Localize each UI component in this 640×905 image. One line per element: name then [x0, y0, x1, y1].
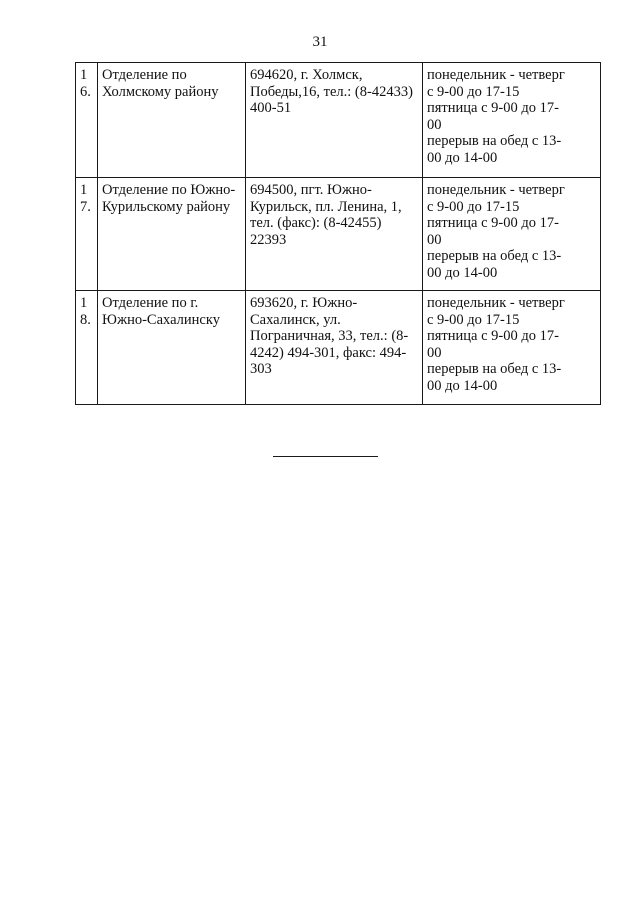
- office-address: 693620, г. Южно-Сахалинск, ул. Пограничная, 33, тел.: (8-4242) 494-301, факс: 494-303: [246, 291, 423, 405]
- hours-line: понедельник - четверг: [427, 182, 565, 198]
- hours-line: 00: [427, 344, 442, 361]
- office-hours: [423, 291, 601, 405]
- hours-line: понедельник - четверг: [427, 295, 565, 311]
- office-name: Отделение по Южно-Курильскому району: [98, 178, 246, 291]
- hours-line: пятница с 9-00 до 17-: [427, 100, 559, 116]
- table-row: [76, 291, 601, 405]
- table-row: [76, 178, 601, 291]
- office-schedule-table: [75, 62, 601, 405]
- hours-line: перерыв на обед с 13-: [427, 361, 562, 377]
- row-number: 18.: [76, 291, 98, 405]
- hours-line: пятница с 9-00 до 17-: [427, 215, 559, 231]
- office-hours: [423, 63, 601, 178]
- office-name: Отделение по Холмскому району: [98, 63, 246, 178]
- hours-line: с 9-00 до 17-15: [427, 311, 520, 328]
- hours-line: с 9-00 до 17-15: [427, 198, 520, 215]
- table-row: [76, 63, 601, 178]
- office-address: 694500, пгт. Южно-Курильск, пл. Ленина, 1, тел. (факс): (8-42455) 22393: [246, 178, 423, 291]
- office-hours: [423, 178, 601, 291]
- hours-line: пятница с 9-00 до 17-: [427, 328, 559, 344]
- hours-line: понедельник - четверг: [427, 67, 565, 83]
- hours-line: 00: [427, 231, 442, 248]
- hours-line: 00 до 14-00: [427, 377, 498, 394]
- hours-line: перерыв на обед с 13-: [427, 133, 562, 149]
- office-name: Отделение по г. Южно-Сахалинску: [98, 291, 246, 405]
- hours-line: перерыв на обед с 13-: [427, 248, 562, 264]
- row-number: 17.: [76, 178, 98, 291]
- end-divider-line: [273, 456, 378, 457]
- hours-line: 00 до 14-00: [427, 149, 498, 166]
- row-number: 16.: [76, 63, 98, 178]
- office-address: 694620, г. Холмск, Победы,16, тел.: (8-42433) 400-51: [246, 63, 423, 178]
- hours-line: 00: [427, 116, 442, 133]
- hours-line: с 9-00 до 17-15: [427, 83, 520, 100]
- page-number: 31: [312, 34, 328, 50]
- hours-line: 00 до 14-00: [427, 264, 498, 281]
